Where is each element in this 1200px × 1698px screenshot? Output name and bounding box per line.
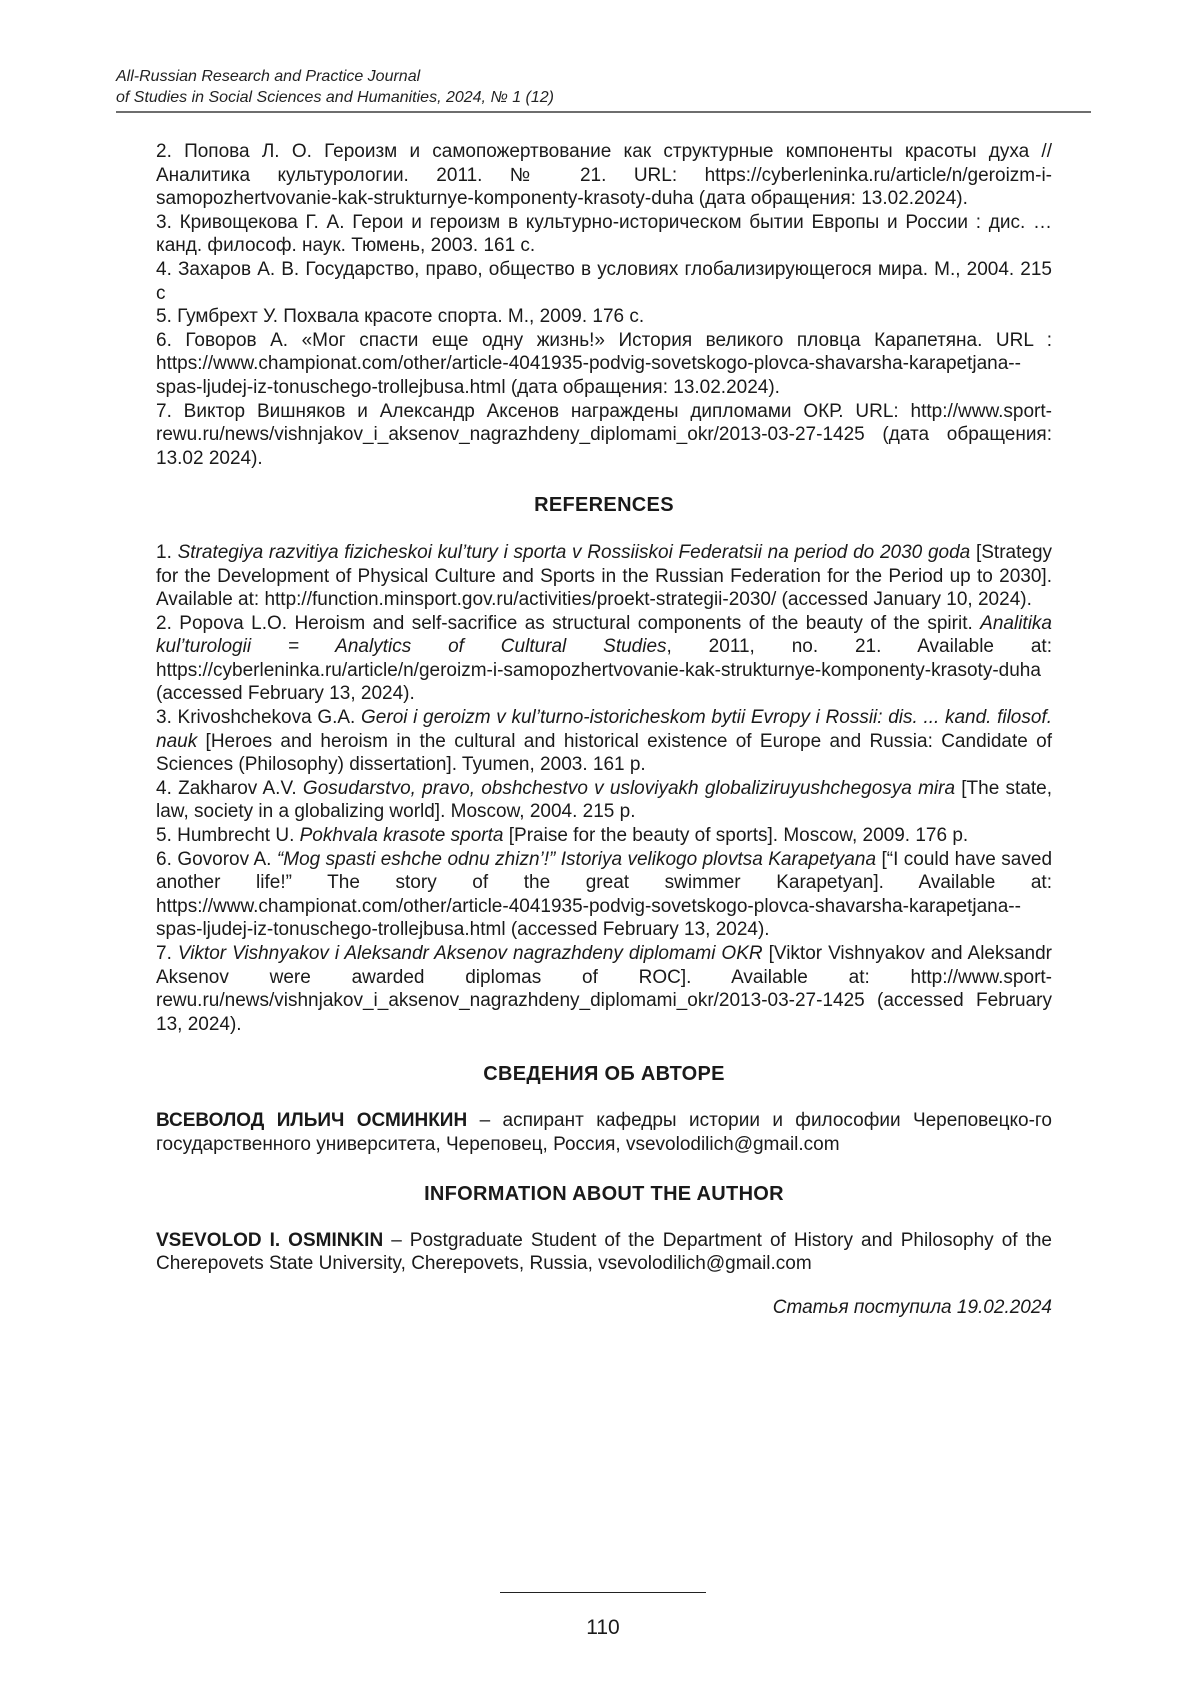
en-reference-5-number: 5. [156, 825, 172, 846]
en-reference-3-title: Geroi i geroizm v kul’turno-istoricheskom bytii Evropy i Rossii: dis. ... kand. filosof. nauk [156, 707, 1052, 752]
header-divider [116, 111, 1091, 113]
en-reference-7-details: [Viktor Vishnyakov and Aleksandr Aksenov were awarded diplomas of ROC]. Available at: http://www.sport-rewu.ru/news/vishnjakov_i_aksenov_nagrazhdeny_diplomami_okr/2013-03-27-1425 (accessed February 13, 2024). [156, 943, 1052, 1035]
journal-title-line-1: All-Russian Research and Practice Journal [116, 66, 1091, 87]
en-reference-2-title: Analitika kul’turologii = Analytics of Cultural Studies [156, 613, 1052, 658]
ru-reference-7: 7. Виктор Вишняков и Александр Аксенов награждены дипломами ОКР. URL: http://www.sport-rewu.ru/news/vishnjakov_i_aksenov_nagrazhdeny_diplomami_okr/2013-03-27-1425 (дата обращения: 13.02 2024). [156, 400, 1052, 471]
en-reference-6 [156, 848, 1052, 942]
en-reference-7 [156, 942, 1052, 1036]
en-reference-1 [156, 541, 1052, 612]
ru-reference-4: 4. Захаров А. В. Государство, право, общество в условиях глобализирующегося мира. М., 2004. 215 с [156, 258, 1052, 305]
author-info-en-heading: INFORMATION ABOUT THE AUTHOR [156, 1183, 1052, 1207]
en-reference-1-number: 1. [156, 542, 172, 563]
en-reference-3-details: [Heroes and heroism in the cultural and historical existence of Europe and Russia: Candidate of Sciences (Philosophy) dissertation]. Tyumen, 2003. 161 p. [156, 731, 1052, 776]
en-reference-2-author: Popova L.O. Heroism and self-sacrifice as structural components of the beauty of the spirit. [179, 613, 972, 634]
author-info-ru [156, 1109, 1052, 1156]
en-reference-4-number: 4. [156, 778, 172, 799]
en-reference-6-title: “Mog spasti eshche odnu zhizn’!” Istoriya velikogo plovtsa Karapetyana [277, 849, 876, 870]
en-reference-2-number: 2. [156, 613, 172, 634]
author-info-ru-heading: СВЕДЕНИЯ ОБ АВТОРЕ [156, 1063, 1052, 1087]
ru-reference-5: 5. Гумбрехт У. Похвала красоте спорта. М., 2009. 176 с. [156, 305, 1052, 329]
footer-divider [500, 1592, 706, 1593]
en-reference-5 [156, 824, 1052, 848]
en-reference-5-title: Pokhvala krasote sporta [300, 825, 504, 846]
author-info-en [156, 1229, 1052, 1276]
author-name-ru: ВСЕВОЛОД ИЛЬИЧ ОСМИНКИН [156, 1110, 467, 1131]
ru-reference-6: 6. Говоров А. «Мог спасти еще одну жизнь!» История великого пловца Карапетяна. URL : https://www.championat.com/other/article-4041935-podvig-sovetskogo-plovca-shavarsha-karapetjana--spas-ljudej-iz-tonuschego-trollejbusa.html (дата обращения: 13.02.2024). [156, 329, 1052, 400]
en-reference-7-number: 7. [156, 943, 172, 964]
ru-reference-3: 3. Кривощекова Г. А. Герои и героизм в культурно-историческом бытии Европы и России : дис. … канд. философ. наук. Тюмень, 2003. 161 с. [156, 211, 1052, 258]
en-reference-7-title: Viktor Vishnyakov i Aleksandr Aksenov nagrazhdeny diplomami OKR [178, 943, 763, 964]
en-reference-2-details: , 2011, no. 21. Available at: https://cyberleninka.ru/article/n/geroizm-i-samopozhertvovanie-kak-strukturnye-komponenty-krasoty-duha (accessed February 13, 2024). [156, 636, 1052, 704]
en-reference-6-author: Govorov A. [177, 849, 271, 870]
en-reference-4 [156, 777, 1052, 824]
en-reference-5-details: [Praise for the beauty of sports]. Moscow, 2009. 176 p. [509, 825, 968, 846]
page-content [156, 140, 1052, 1320]
journal-title-line-2: of Studies in Social Sciences and Humanities, 2024, № 1 (12) [116, 87, 1091, 108]
en-reference-3 [156, 706, 1052, 777]
received-date: Статья поступила 19.02.2024 [156, 1296, 1052, 1320]
references-heading: REFERENCES [156, 494, 1052, 518]
ru-reference-2: 2. Попова Л. О. Героизм и самопожертвование как структурные компоненты красоты духа // Аналитика культурологии. 2011. № 21. URL: https://cyberleninka.ru/article/n/geroizm-i-samopozhertvovanie-kak-strukturnye-komponenty-krasoty-duha (дата обращения: 13.02.2024). [156, 140, 1052, 211]
journal-header [116, 66, 1091, 108]
en-reference-3-author: Krivoshchekova G.A. [178, 707, 356, 728]
en-reference-4-details: [The state, law, society in a globalizing world]. Moscow, 2004. 215 p. [156, 778, 1052, 823]
en-reference-3-number: 3. [156, 707, 172, 728]
en-reference-1-details: [Strategy for the Development of Physical Culture and Sports in the Russian Federation for the Period up to 2030]. Available at: http://function.minsport.gov.ru/activities/proekt-strategii-2030/ (accessed January 10, 2024). [156, 542, 1052, 610]
english-references-list [156, 541, 1052, 1036]
author-details-en: – Postgraduate Student of the Department of History and Philosophy of the Cherepovets State University, Cherepovets, Russia, vsevolodilich@gmail.com [156, 1230, 1052, 1275]
en-reference-5-author: Humbrecht U. [177, 825, 294, 846]
author-details-ru: – аспирант кафедры истории и философии Череповецко-го государственного университета, Череповец, Россия, vsevolodilich@gmail.com [156, 1110, 1052, 1155]
en-reference-2 [156, 612, 1052, 706]
en-reference-4-author: Zakharov A.V. [178, 778, 297, 799]
en-reference-6-details: [“I could have saved another life!” The story of the great swimmer Karapetyan]. Available at: https://www.championat.com/other/article-4041935-podvig-sovetskogo-plovca-shavarsha-karapetjana--spas-ljudej-iz-tonuschego-trollejbusa.html (accessed February 13, 2024). [156, 849, 1052, 941]
en-reference-1-title: Strategiya razvitiya fizicheskoi kul’tury i sporta v Rossiiskoi Federatsii na period do 2030 goda [178, 542, 971, 563]
author-name-en: VSEVOLOD I. OSMINKIN [156, 1230, 383, 1251]
page-number: 110 [500, 1616, 706, 1640]
russian-references-list [156, 140, 1052, 470]
en-reference-6-number: 6. [156, 849, 172, 870]
en-reference-4-title: Gosudarstvo, pravo, obshchestvo v usloviyakh globaliziruyushchegosya mira [303, 778, 955, 799]
